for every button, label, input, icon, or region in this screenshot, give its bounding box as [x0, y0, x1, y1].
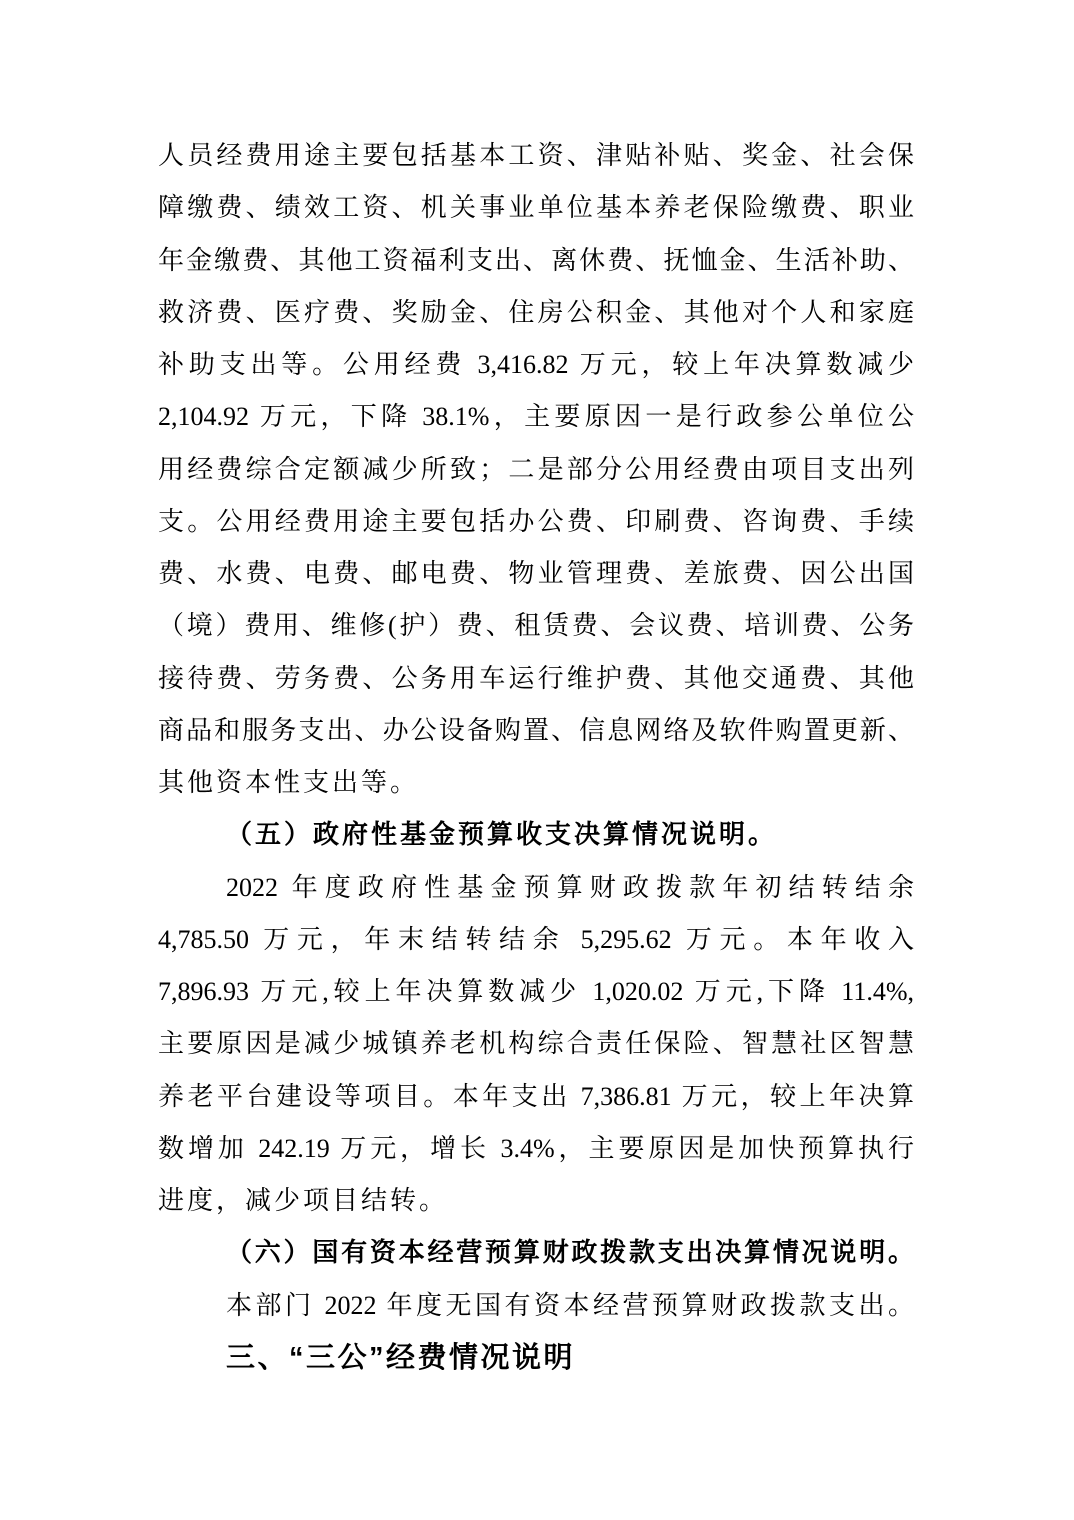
text-line: 费、水费、电费、邮电费、物业管理费、差旅费、因公出国 [158, 559, 914, 588]
text-line: 障缴费、绩效工资、机关事业单位基本养老保险缴费、职业 [158, 193, 914, 223]
text-line: （境）费用、维修(护）费、租赁费、会议费、培训费、公务 [158, 611, 914, 641]
section-heading-san-gong: 三、“三公”经费情况说明 [226, 1341, 576, 1374]
paragraph-end-line: 其他资本性支出等。 [158, 768, 420, 797]
text-line: 接待费、劳务费、公务用车运行维护费、其他交通费、其他 [158, 663, 914, 693]
text-line: 补助支出等。公用经费 3,416.82 万元，较上年决算数减少 [158, 350, 914, 379]
text-line: 数增加 242.19 万元，增长 3.4%，主要原因是加快预算执行 [158, 1133, 914, 1163]
paragraph-line: 本部门 2022 年度无国有资本经营预算财政拨款支出。 [226, 1290, 914, 1320]
text-line: 主要原因是减少城镇养老机构综合责任保险、智慧社区智慧 [158, 1029, 914, 1059]
paragraph-start-line: 2022 年度政府性基金预算财政拨款年初结转结余 [226, 872, 914, 902]
text-line: 年金缴费、其他工资福利支出、离休费、抚恤金、生活补助、 [158, 245, 914, 275]
section-heading-six: （六）国有资本经营预算财政拨款支出决算情况说明。 [226, 1238, 914, 1268]
text-line: 养老平台建设等项目。本年支出 7,386.81 万元，较上年决算 [158, 1081, 914, 1111]
text-line: 商品和服务支出、办公设备购置、信息网络及软件购置更新、 [158, 715, 914, 745]
text-line: 人员经费用途主要包括基本工资、津贴补贴、奖金、社会保 [158, 141, 914, 170]
text-line: 4,785.50 万元，年末结转结余 5,295.62 万元。本年收入 [158, 924, 914, 954]
text-line: 2,104.92 万元，下降 38.1%，主要原因一是行政参公单位公 [158, 402, 914, 432]
text-line: 7,896.93 万元,较上年决算数减少 1,020.02 万元,下降 11.4%, [158, 977, 914, 1006]
text-line: 用经费综合定额减少所致；二是部分公用经费由项目支出列 [158, 454, 914, 484]
text-line: 救济费、医疗费、奖励金、住房公积金、其他对个人和家庭 [158, 297, 914, 327]
document-page [158, 130, 914, 1384]
text-line: 支。公用经费用途主要包括办公费、印刷费、咨询费、手续 [158, 506, 914, 536]
section-heading-five: （五）政府性基金预算收支决算情况说明。 [226, 820, 778, 850]
paragraph-end-line: 进度，减少项目结转。 [158, 1186, 449, 1215]
